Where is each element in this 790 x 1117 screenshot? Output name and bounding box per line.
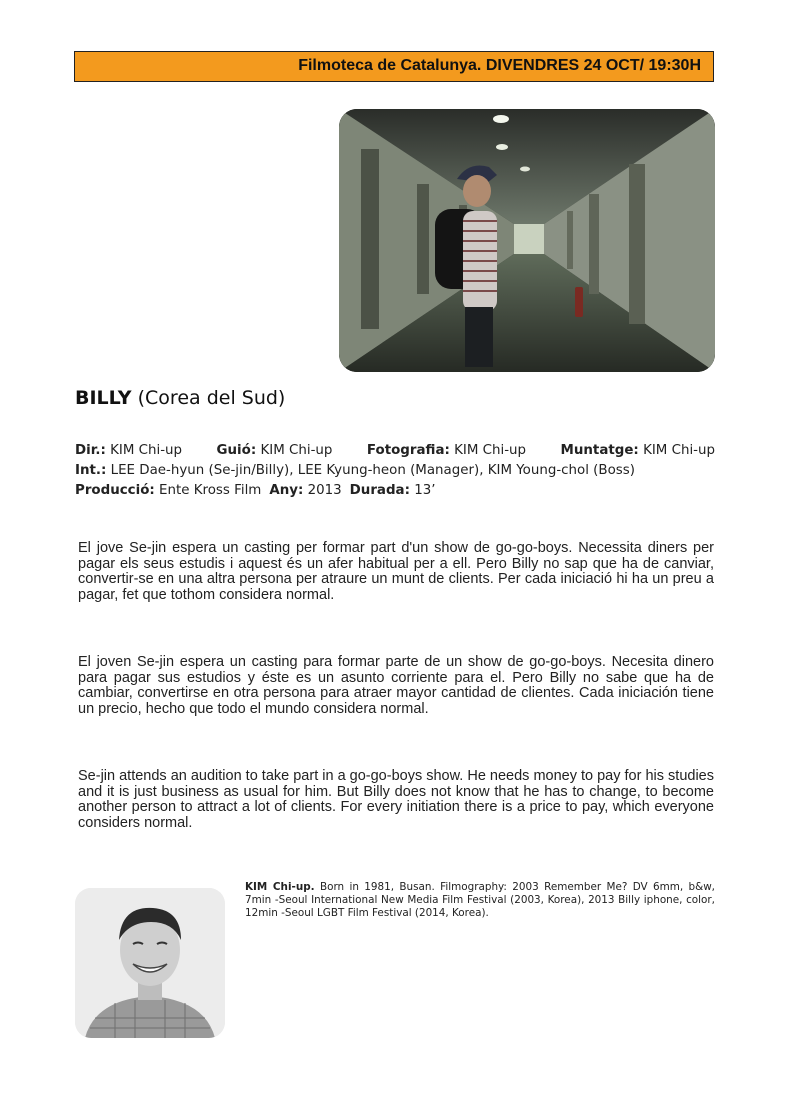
director-name: KIM Chi-up.	[245, 881, 315, 893]
durada-label: Durada:	[349, 483, 410, 498]
synopsis-catalan: El jove Se-jin espera un casting per formar part d'un show de go-go-boys. Necessita diners per pagar els seus estudis i aquest és un afer habitual per a ell. Pero Billy no sap que ha de canviar, convertir-se en una altra persona per atraure un munt de clients. Per cada iniciació hi ha un preu a pagar, fet que tothom considera normal.	[78, 540, 714, 603]
synopsis-spanish: El joven Se-jin espera un casting para formar parte de un show de go-go-boys. Necesita dinero para pagar sus estudios y éste es un asunto corriente para el. Pero Billy no sabe que ha de cambiar, convertirse en otra persona para atraer mayor cantidad de clientes. Cada iniciación tiene un precio, hecho que todo el mundo considera normal.	[78, 654, 714, 717]
int-value: LEE Dae-hyun (Se-jin/Billy), LEE Kyung-heon (Manager), KIM Young-chol (Boss)	[110, 463, 635, 478]
credits-row-production	[75, 481, 715, 501]
foto-value: KIM Chi-up	[454, 443, 527, 458]
film-still-image	[339, 109, 715, 372]
any-value: 2013	[307, 483, 342, 498]
screening-info: Filmoteca de Catalunya. DIVENDRES 24 OCT/ 19:30H	[298, 57, 701, 74]
muntatge-label: Muntatge:	[560, 443, 639, 458]
produccio-value: Ente Kross Film	[159, 483, 262, 498]
film-title-line	[75, 387, 285, 409]
muntatge-value: KIM Chi-up	[643, 443, 715, 458]
dir-value: KIM Chi-up	[110, 443, 183, 458]
credits-row-crew	[75, 441, 715, 461]
header-bar	[74, 51, 714, 82]
dir-label: Dir.:	[75, 443, 106, 458]
foto-label: Fotografia:	[366, 443, 450, 458]
film-country: (Corea del Sud)	[137, 387, 286, 409]
synopsis-english: Se-jin attends an audition to take part in a go-go-boys show. He needs money to pay for his studies and it is just business as usual for him. But Billy does not know that he has to change, to become another person to attract a lot of clients. For every initiation there is a price to pay, which everyone considers normal.	[78, 768, 714, 831]
any-label: Any:	[269, 483, 304, 498]
director-bio	[245, 881, 715, 920]
durada-value: 13’	[414, 483, 436, 498]
director-bio-text: Born in 1981, Busan. Filmography: 2003 Remember Me? DV 6mm, b&w, 7min -Seoul International New Media Film Festival (2003, Korea), 2013 Billy iphone, color, 12min -Seoul LGBT Film Festival (2014, Korea).	[245, 881, 715, 919]
guio-value: KIM Chi-up	[260, 443, 333, 458]
credits-block	[75, 441, 715, 501]
produccio-label: Producció:	[75, 483, 155, 498]
film-title: BILLY	[75, 387, 132, 409]
credits-row-cast	[75, 461, 715, 481]
director-portrait	[75, 888, 225, 1038]
int-label: Int.:	[75, 463, 107, 478]
guio-label: Guió:	[216, 443, 257, 458]
